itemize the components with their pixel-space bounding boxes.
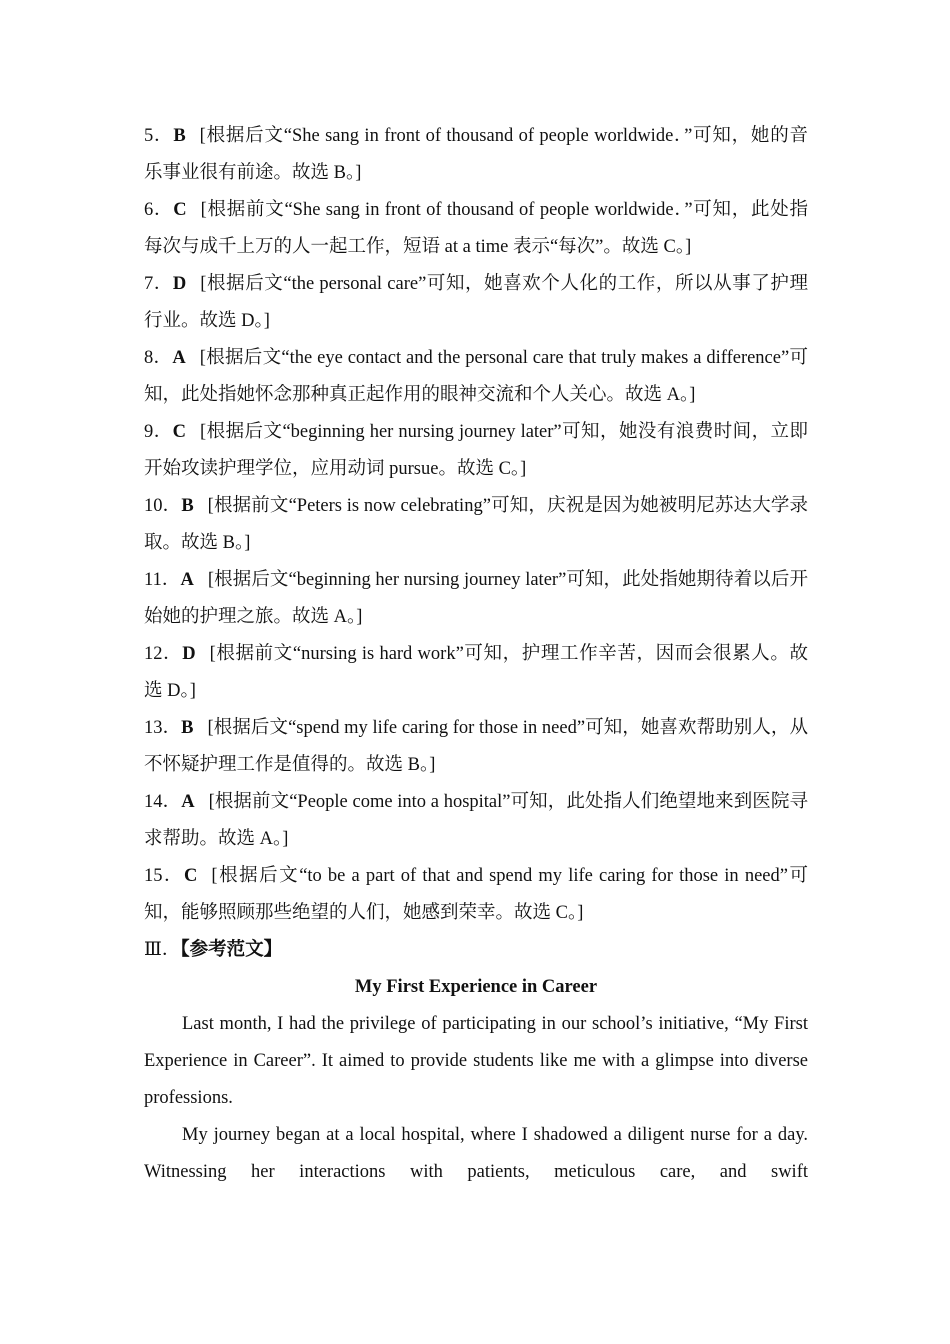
answer-letter: A	[172, 348, 186, 368]
answer-explanation: [根据后文“beginning her nursing journey later”可知，她没有浪费时间，立即开始攻读护理学位，应用动词 pursue。故选 C。]	[144, 422, 808, 479]
answer-item	[144, 784, 808, 858]
question-number: 6．	[144, 200, 174, 220]
answer-item	[144, 118, 808, 192]
answer-letter: D	[172, 274, 187, 294]
answer-item	[144, 266, 808, 340]
answer-item	[144, 340, 808, 414]
answer-explanation: [根据后文“She sang in front of thousand of people worldwide．”可知，她的音乐事业很有前途。故选 B。]	[144, 126, 808, 183]
question-number: 5．	[144, 126, 174, 146]
answer-letter: C	[173, 200, 187, 220]
essay-title: My First Experience in Career	[354, 977, 598, 997]
answer-explanation: [根据前文“Peters is now celebrating”可知，庆祝是因为她被明尼苏达大学录取。故选 B。]	[144, 496, 808, 553]
answer-item	[144, 710, 808, 784]
question-number: 11．	[144, 570, 181, 590]
answer-item	[144, 488, 808, 562]
question-number: 7．	[144, 274, 173, 294]
question-number: 8．	[144, 348, 173, 368]
answer-letter: B	[181, 496, 194, 516]
answer-letter: D	[182, 644, 196, 664]
answer-letter: C	[184, 866, 198, 886]
answer-explanation: [根据前文“People come into a hospital”可知，此处指人们绝望地来到医院寻求帮助。故选 A。]	[144, 792, 808, 849]
answer-letter: A	[181, 792, 195, 812]
section-label: 【参考范文】	[180, 940, 283, 960]
answer-explanation: [根据前文“nursing is hard work”可知，护理工作辛苦，因而会很累人。故选 D。]	[144, 644, 808, 701]
question-number: 13．	[144, 718, 182, 738]
question-number: 12．	[144, 644, 183, 664]
section-heading	[144, 932, 808, 969]
question-number: 10．	[144, 496, 182, 516]
answer-list	[144, 118, 808, 932]
answer-explanation: [根据前文“She sang in front of thousand of people worldwide．”可知，此处指每次与成千上万的人一起工作，短语 at a time 表示“每次”。故选 C。]	[144, 200, 808, 257]
answer-letter: B	[181, 718, 194, 738]
answer-explanation: [根据后文“spend my life caring for those in need”可知，她喜欢帮助别人，从不怀疑护理工作是值得的。故选 B。]	[144, 718, 808, 775]
answer-explanation: [根据后文“beginning her nursing journey later”可知，此处指她期待着以后开始她的护理之旅。故选 A。]	[144, 570, 808, 627]
answer-item	[144, 192, 808, 266]
essay-paragraph: Last month, I had the privilege of participating in our school’s initiative, “My First Experience in Career”. It aimed to provide students like me with a glimpse into diverse professions.	[144, 1014, 808, 1108]
answer-letter: C	[172, 422, 187, 442]
answer-explanation: [根据后文“the personal care”可知，她喜欢个人化的工作，所以从事了护理行业。故选 D。]	[144, 274, 808, 331]
answer-item	[144, 414, 808, 488]
answer-letter: A	[180, 570, 194, 590]
question-number: 14．	[144, 792, 182, 812]
question-number: 9．	[144, 422, 173, 442]
answer-explanation: [根据后文“the eye contact and the personal care that truly makes a difference”可知，此处指她怀念那种真正起作用的眼神交流和个人关心。故选 A。]	[144, 348, 808, 405]
essay-paragraph: My journey began at a local hospital, where I shadowed a diligent nurse for a day. Witnessing her interactions with patients, meticulous care, and swift	[144, 1125, 808, 1182]
question-number: 15．	[144, 866, 185, 886]
answer-item	[144, 858, 808, 932]
section-number: Ⅲ．	[144, 940, 181, 960]
answer-item	[144, 636, 808, 710]
answer-item	[144, 562, 808, 636]
document-page	[144, 118, 808, 1191]
answer-letter: B	[173, 126, 186, 146]
answer-explanation: [根据后文“to be a part of that and spend my life caring for those in need”可知，能够照顾那些绝望的人们，她感到荣幸。故选 C。]	[144, 866, 808, 923]
